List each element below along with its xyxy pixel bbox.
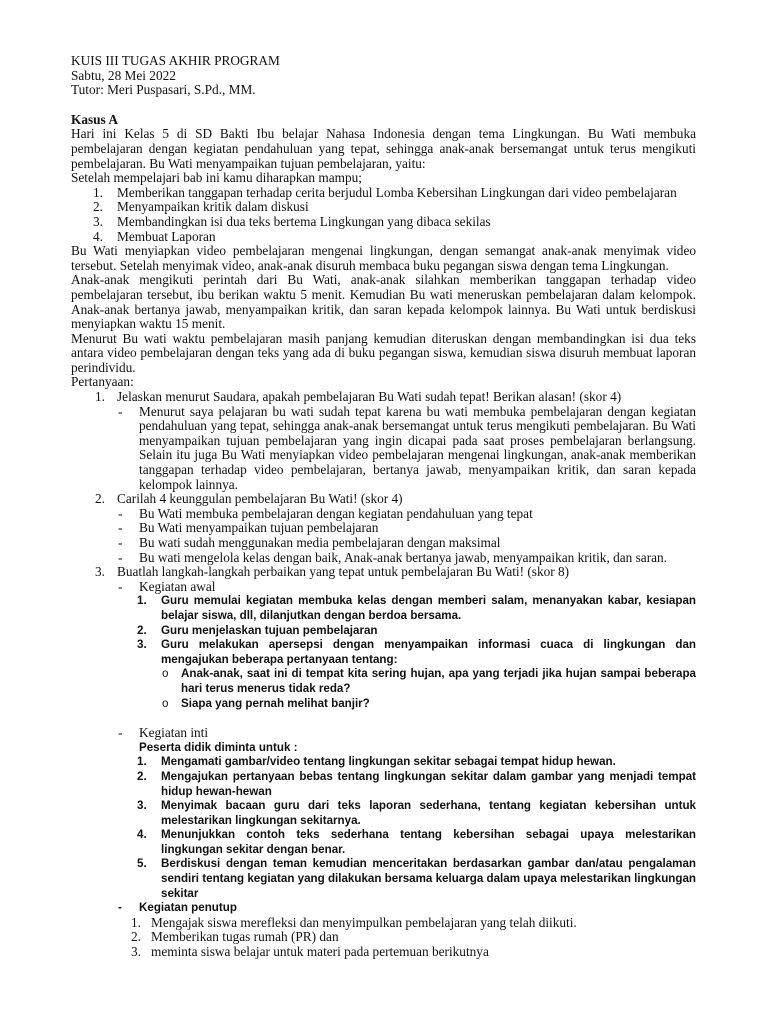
document-title: KUIS III TUGAS AKHIR PROGRAM: [71, 53, 280, 68]
list-item: 4. Membuat Laporan: [93, 228, 216, 244]
list-item: 1. Guru memulai kegiatan membuka kelas dengan memberi salam, menanyakan kabar, kesiapan belajar siswa, dll, dilanjutkan dengan berdoa bersama.: [137, 594, 696, 622]
list-item: 1. Mengajak siswa merefleksi dan menyimpulkan pembelajaran yang telah diikuti.: [131, 914, 577, 930]
case-intro: Hari ini Kelas 5 di SD Bakti Ibu belajar Nahasa Indonesia dengan tema Lingkungan. Bu Wati membuka pembelajaran dengan kegiatan pendahuluan yang tepat, sehingga anak-anak bersemangat untuk terus mengikuti pembelajaran. Bu Wati menyampaikan tujuan pembelajaran, yaitu:: [71, 126, 696, 171]
answer-item: - Bu Wati menyampaikan tujuan pembelajaran: [118, 520, 379, 536]
list-item: 3. meminta siswa belajar untuk materi pada pertemuan berikutnya: [131, 944, 489, 960]
case-heading: Kasus A: [71, 111, 118, 127]
answer-item: - Bu wati sudah menggunakan media pembelajaran dengan maksimal: [118, 535, 501, 550]
section-kegiatan-inti: - Kegiatan inti: [118, 725, 209, 741]
case-paragraph-3: Menurut Bu wati waktu pembelajaran masih panjang kemudian diteruskan dengan membandingkan isi dua teks antara video pembelajaran dengan teks yang ada di buku pegangan siswa, kemudian siswa disuruh membuat laporan perindividu.: [71, 330, 696, 375]
list-item: 3. Guru melakukan apersepsi dengan menyampaikan informasi cuaca di lingkungan dan mengajukan beberapa pertanyaan tentang:: [137, 638, 696, 666]
section-kegiatan-penutup: - Kegiatan penutup: [118, 901, 237, 915]
case-paragraph-2: Anak-anak mengikuti perintah dari Bu Wati, anak-anak silahkan memberikan tanggapan terhadap video pembelajaran tersebut, ibu berikan waktu 5 menit. Kemudian Bu wati meneruskan pembelajaran dalam kelompok. Anak-anak bertanya jawab, menyampaikan kritik, dan saran kepada kelompok lainnya. Bu Wati untuk berdiskusi menyiapkan waktu 15 menit.: [71, 272, 696, 332]
question-3: 3. Buatlah langkah-langkah perbaikan yang tepat untuk pembelajaran Bu Wati! (skor 8) - Kegiatan awal 1. Guru memulai kegiatan membuka kelas dengan memberi salam, menanyakan kabar, kesiapan belajar siswa, dll, dilanjutkan dengan berdoa bersama. 2. Guru menjelaskan tujuan pembelajaran 3. Guru melakukan apersepsi dengan menyampaikan informasi cuaca di lingkungan dan mengajukan beberapa pertanyaan tentang: o Anak-anak, saat ini di tempat kita sering hujan, apa yang terjadi jika hujan sampai beberapa hari terus menerus tidak reda? o Siapa yang pernah melihat banjir? - Kegiatan inti Peserta didik diminta untuk : 1. Mengamati gambar/video tentang lingkungan sekitar sebagai tempat hidup hewan. 2. Mengajukan pertanyaan bebas tentang lingkungan sekitar dalam gambar yang menjadi tempat hidup hewan-hewan 3. Menyimak bacaan guru dari teks laporan sederhana, tentang kegiatan kebersihan untuk melestarikan lingkungan sekitarnya. 4. Menunjukkan contoh teks sederhana tentang kebersihan sebagai upaya melestarikan lingkungan sekitar dengan benar. 5. Berdiskusi dengan teman kemudian menceritakan berdasarkan gambar dan/atau pengalaman sendiri tentang kegiatan yang dilakukan bersama keluarga dalam upaya melestarikan lingkungan sekitar - Kegiatan penutup 1. Mengajak siswa merefleksi dan menyimpulkan pembelajaran yang telah diikuti. 2. Memberikan tugas rumah (PR) dan 3. meminta siswa belajar untuk materi pada pertemuan berikutnya: [71, 565, 696, 959]
document-page: [71, 54, 696, 960]
list-item: 1. Memberikan tanggapan terhadap cerita berjudul Lomba Kebersihan Lingkungan dari video pembelajaran: [93, 184, 677, 200]
list-item: 2. Memberikan tugas rumah (PR) dan: [131, 929, 339, 945]
question-2: 2. Carilah 4 keunggulan pembelajaran Bu Wati! (skor 4) - Bu Wati membuka pembelajaran dengan kegiatan pendahuluan yang tepat - Bu Wati menyampaikan tujuan pembelajaran - Bu wati sudah menggunakan media pembelajaran dengan maksimal - Bu wati mengelola kelas dengan baik, Anak-anak bertanya jawab, menyampaikan kritik, dan saran.: [71, 492, 696, 565]
list-item: 1. Mengamati gambar/video tentang lingkungan sekitar sebagai tempat hidup hewan.: [137, 755, 616, 769]
section-kegiatan-awal: - Kegiatan awal: [118, 578, 216, 594]
list-item: 3. Menyimak bacaan guru dari teks laporan sederhana, tentang kegiatan kebersihan untuk melestarikan lingkungan sekitarnya.: [137, 799, 696, 827]
list-item: 5. Berdiskusi dengan teman kemudian menceritakan berdasarkan gambar dan/atau pengalaman sendiri tentang kegiatan yang dilakukan bersama keluarga dalam upaya melestarikan lingkungan sekitar: [137, 857, 696, 900]
document-date: Sabtu, 28 Mei 2022: [71, 67, 176, 83]
case-paragraph-1: Bu Wati menyiapkan video pembelajaran mengenai lingkungan, dengan semangat anak-anak menyimak video tersebut. Setelah menyimak video, anak-anak disuruh membaca buku pegangan siswa dengan tema Lingkungan.: [71, 243, 696, 273]
list-item: 2. Guru menjelaskan tujuan pembelajaran: [137, 623, 378, 637]
list-item: o Anak-anak, saat ini di tempat kita sering hujan, apa yang terjadi jika hujan sampai beberapa hari terus menerus tidak reda?: [162, 667, 696, 695]
list-item: 3. Membandingkan isi dua teks bertema Lingkungan yang dibaca sekilas: [93, 213, 491, 229]
list-item: 2. Menyampaikan kritik dalam diskusi: [93, 199, 309, 215]
document-tutor: Tutor: Meri Puspasari, S.Pd., MM.: [71, 82, 256, 98]
list-item: 4. Menunjukkan contoh teks sederhana tentang kebersihan sebagai upaya melestarikan lingkungan sekitar dengan benar.: [137, 828, 696, 856]
case-after: Setelah mempelajari bab ini kamu diharapkan mampu;: [71, 170, 362, 186]
question-1: 1. Jelaskan menurut Saudara, apakah pembelajaran Bu Wati sudah tepat! Berikan alasan! (skor 4) - Menurut saya pelajaran bu wati sudah tepat karena bu wati membuka pembelajaran dengan kegiatan pendahuluan yang tepat, sehingga anak-anak bersemangat untuk terus mengikuti pembelajaran. Bu Wati menyampaikan tujuan pembelajaran yang ingin dicapai pada saat proses pembelajaran berlangsung. Selain itu juga Bu Wati menyiapkan video pembelajaran mengenai lingkungan, anak-anak memberikan tanggapan terhadap video pembelajaran, bertanya jawab, menyampaikan kritik, dan saran kepada kelompok lainnya.: [71, 390, 696, 492]
goals-list: [71, 186, 696, 244]
list-item: 2. Mengajukan pertanyaan bebas tentang lingkungan sekitar dalam gambar yang menjadi tempat hidup hewan-hewan: [137, 769, 696, 798]
answer-item: - Menurut saya pelajaran bu wati sudah tepat karena bu wati membuka pembelajaran dengan kegiatan pendahuluan yang tepat, sehingga anak-anak bersemangat untuk terus mengikuti pembelajaran. Bu Wati menyampaikan tujuan pembelajaran yang ingin dicapai pada saat proses pembelajaran berlangsung. Selain itu juga Bu Wati menyiapkan video pembelajaran mengenai lingkungan, anak-anak memberikan tanggapan terhadap video pembelajaran, bertanya jawab, menyampaikan kritik, dan saran kepada kelompok lainnya.: [118, 403, 696, 492]
inti-lead: Peserta didik diminta untuk :: [139, 740, 298, 754]
list-item: o Siapa yang pernah melihat banjir?: [162, 696, 370, 710]
questions-heading: Pertanyaan:: [71, 374, 134, 390]
answer-item: - Bu wati mengelola kelas dengan baik, Anak-anak bertanya jawab, menyampaikan kritik, dan saran.: [118, 549, 667, 565]
answer-item: - Bu Wati membuka pembelajaran dengan kegiatan pendahuluan yang tepat: [118, 505, 533, 521]
